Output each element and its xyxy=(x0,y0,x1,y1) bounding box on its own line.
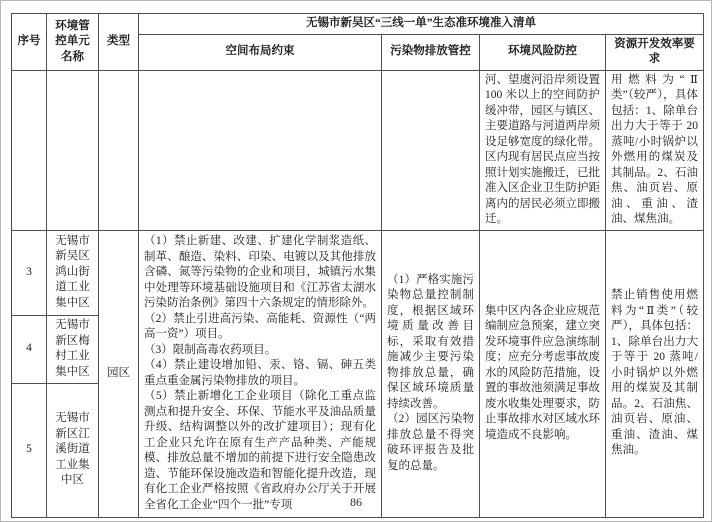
page-title: 无锡市新吴区“三线一单”生态准环境准入清单 xyxy=(139,14,704,35)
header-unit-name: 环境管控单元名称 xyxy=(47,14,99,71)
spatial-paragraph-2: （2）禁止引进高污染、高能耗、资源性（“两高一资”）项目。 xyxy=(144,312,376,340)
cell-type-empty xyxy=(99,70,139,230)
continuation-row xyxy=(12,70,704,230)
cell-resource-continuation: 用燃料为“Ⅱ类”（较严），具体包括：1、除单台出力大于等于 20 蒸吨/小时锅炉以外燃用的煤炭及其制品。2、石油焦、油页岩、原油、重油、渣油、煤焦油。 xyxy=(606,70,704,230)
cell-resource-merged: 禁止销售使用燃料为“Ⅱ类”（较严），具体包括：1、除单台出力大于等于 20 蒸吨/小时锅炉以外燃用的煤炭及其制品。2、石油焦、油页岩、原油、重油、渣油、煤焦油。 xyxy=(606,230,704,517)
cell-unit-3: 无锡市新吴区鸿山街道工业集中区 xyxy=(47,230,99,315)
cell-risk-merged: 集中区内各企业应规范编制应急预案，建立突发环境事件应急演练制度；应充分考虑事故废水的风险防范措施，设置的事故池须满足事故废水收集处理要求，防止事故排水对区域水环境造成不良影响。 xyxy=(480,230,606,517)
spatial-paragraph-3: （3）限制高毒农药项目。 xyxy=(144,343,277,356)
cell-unit-empty xyxy=(47,70,99,230)
cell-type-merged: 园区 xyxy=(99,230,139,517)
cell-serial-5: 5 xyxy=(12,383,47,517)
header-spatial: 空间布局约束 xyxy=(139,34,382,70)
access-list-table xyxy=(11,13,704,518)
spatial-paragraph-4: （4）禁止建设增加铅、汞、铬、镉、砷五类重点重金属污染物排放的项目。 xyxy=(144,359,376,387)
header-type: 类型 xyxy=(99,14,139,71)
page-number: 86 xyxy=(350,495,362,509)
cell-pollution-merged xyxy=(382,230,480,517)
pollution-paragraph-1: （1）严格实施污染物总量控制制度，根据区域环境质量改善目标，采取有效措施减少主要污染物排放总量，确保区域环境质量持续改善。 xyxy=(387,273,474,410)
cell-serial-4: 4 xyxy=(12,315,47,383)
header-serial: 序号 xyxy=(12,14,47,71)
header-risk: 环境风险防控 xyxy=(480,34,606,70)
spatial-paragraph-5: （5）禁止新增化工企业项目（除化工重点监测点和提升安全、环保、节能水平及油品质量升级、结构调整以外的改扩建项目）；现有化工企业只允许在原有生产产品种类、产能规模、排放总量不增加的前提下进行安全隐患改造、节能环保设施改造和智能化提升改造，现有化工企业严格按照《省政府办公厅关于开展全省化工企业“四个一批”专项 xyxy=(144,390,376,511)
cell-unit-4: 无锡市新区梅村工业集中区 xyxy=(47,315,99,383)
spatial-paragraph-1: （1）禁止新建、改建、扩建化学制浆造纸、制革、酿造、染料、印染、电镀以及其他排放含磷、氮等污染物的企业和项目，城镇污水集中处理等环境基础设施项目和《江苏省太湖水污染防治条例》第四十六条规定的情形除外。 xyxy=(144,235,376,309)
cell-risk-continuation: 河、望虞河沿岸须设置 100 米以上的空间防护缓冲带，园区与镇区、主要道路与河道两岸须设足够宽度的绿化带。区内现有居民点应当按照计划实施搬迁，已批准入区企业卫生防护距离内的居民必须立即搬迁。 xyxy=(480,70,606,230)
cell-unit-5: 无锡市新区江溪街道工业集中区 xyxy=(47,383,99,517)
cell-serial-empty xyxy=(12,70,47,230)
cell-serial-3: 3 xyxy=(12,230,47,315)
cell-pollution-empty xyxy=(382,70,480,230)
header-row-title xyxy=(12,14,704,35)
cell-spatial-empty xyxy=(139,70,382,230)
header-pollution: 污染物排放管控 xyxy=(382,34,480,70)
header-resource: 资源开发效率要求 xyxy=(606,34,704,70)
pollution-paragraph-2: （2）园区污染物排放总量不得突破环评报告及批复的总量。 xyxy=(387,413,474,472)
cell-spatial-merged xyxy=(139,230,382,517)
table-row-3 xyxy=(12,230,704,315)
